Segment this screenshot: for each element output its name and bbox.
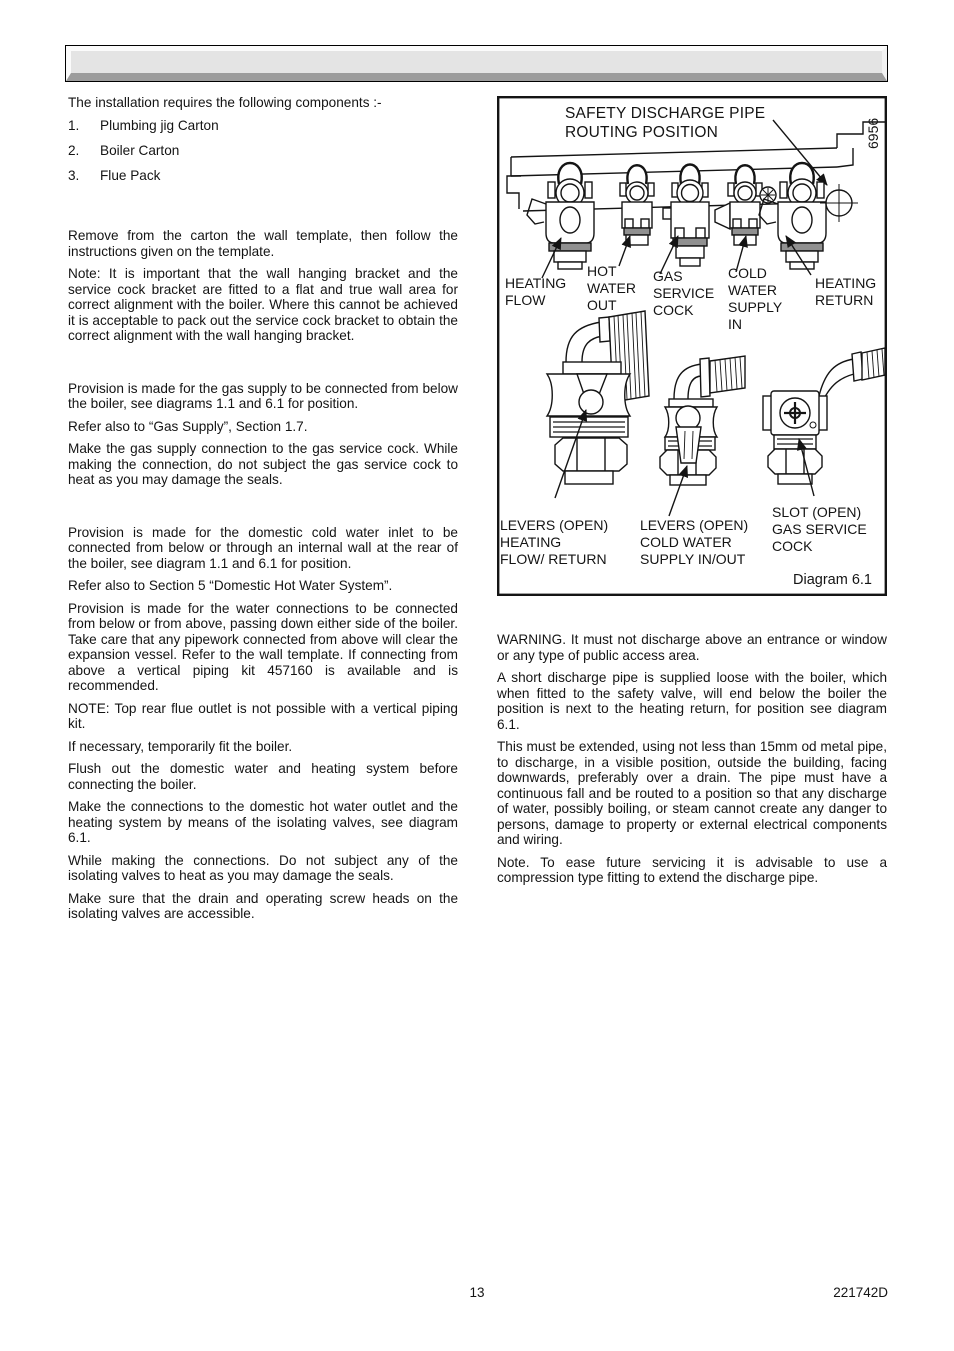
svg-text:GAS SERVICE: GAS SERVICE bbox=[772, 521, 867, 537]
label-levers-cold-water: LEVERS (OPEN) bbox=[640, 517, 749, 533]
list-item-number: 1. bbox=[68, 117, 80, 133]
svg-text:HEATING: HEATING bbox=[500, 534, 562, 550]
paragraph: Flush out the domestic water and heating system before connecting the boiler. bbox=[68, 761, 458, 792]
label-gas-service-cock: GAS bbox=[653, 268, 683, 284]
list-item bbox=[68, 168, 458, 184]
paragraph: Refer also to “Gas Supply”, Section 1.7. bbox=[68, 418, 308, 434]
diagram-title-line1: SAFETY DISCHARGE PIPE bbox=[565, 105, 766, 122]
list-item-label: Flue Pack bbox=[100, 167, 161, 183]
paragraph: WARNING. It must not discharge above an entrance or window or any type of public access area. bbox=[497, 632, 887, 663]
document-code: 221742D bbox=[833, 1285, 888, 1300]
paragraph: Make the gas supply connection to the gas service cock. While making the connection, do not subject the gas service cock to heat as you may damage the seals. bbox=[68, 441, 458, 487]
list-item-label: Plumbing jig Carton bbox=[100, 117, 219, 133]
svg-text:FLOW: FLOW bbox=[505, 292, 546, 308]
closeup-gas-service-cock bbox=[763, 348, 885, 484]
svg-text:IN: IN bbox=[728, 316, 742, 332]
valve-heating-return bbox=[759, 163, 826, 269]
svg-text:OUT: OUT bbox=[587, 297, 617, 313]
label-slot-gas-cock: SLOT (OPEN) bbox=[772, 504, 862, 520]
right-column-text bbox=[497, 632, 887, 886]
diagram-caption: Diagram 6.1 bbox=[793, 572, 872, 588]
svg-text:COCK: COCK bbox=[772, 538, 813, 554]
svg-text:COCK: COCK bbox=[653, 302, 694, 318]
paragraph: Provision is made for the gas supply to be connected from below the boiler, see diagrams 1.1 and 6.1 for position. bbox=[68, 380, 458, 411]
label-heating-return: HEATING bbox=[815, 275, 877, 291]
svg-text:SERVICE: SERVICE bbox=[653, 285, 715, 301]
paragraph: A short discharge pipe is supplied loose with the boiler, which when fitted to the safety valve, will end below the boiler the position is next to the heating return, for position see diagram 6.1. bbox=[497, 670, 887, 732]
paragraph: Make the connections to the domestic hot water outlet and the heating system by means of the isolating valves, see diagram 6.1. bbox=[68, 799, 458, 845]
valve-heating-flow bbox=[527, 163, 594, 269]
paragraph: NOTE: Top rear flue outlet is not possible with a vertical piping kit. bbox=[68, 700, 458, 731]
left-column bbox=[68, 95, 458, 929]
label-heating-flow: HEATING bbox=[505, 275, 567, 291]
list-item bbox=[68, 118, 458, 134]
list-item-number: 2. bbox=[68, 142, 80, 158]
svg-text:WATER: WATER bbox=[587, 280, 636, 296]
paragraph: Note: It is important that the wall hanging bracket and the service cock bracket are fitted to a flat and true wall area for correct alignment with the boiler. Where this cannot be achieved it is acceptable to pack out the service cock bracket to obtain the correct alignment with the wall hanging bracket. bbox=[68, 266, 458, 343]
right-column bbox=[497, 96, 887, 893]
diagram-6-1 bbox=[497, 96, 887, 596]
valve-hot-water-out bbox=[620, 165, 654, 245]
valve-gas-service-cock bbox=[663, 165, 709, 267]
svg-text:WATER: WATER bbox=[728, 282, 777, 298]
page-number: 13 bbox=[469, 1285, 485, 1300]
header-bar-bevel bbox=[66, 46, 887, 81]
intro-paragraph: The installation requires the following components :- bbox=[68, 95, 382, 110]
closeup-cold-water-valve bbox=[660, 356, 745, 485]
paragraph: If necessary, temporarily fit the boiler. bbox=[68, 738, 293, 754]
components-list bbox=[68, 118, 458, 184]
paragraph: While making the connections. Do not subject any of the isolating valves to heat as you may damage the seals. bbox=[68, 852, 458, 883]
label-hot-water-out: HOT bbox=[587, 263, 617, 279]
svg-text:SUPPLY IN/OUT: SUPPLY IN/OUT bbox=[640, 551, 746, 567]
svg-text:RETURN: RETURN bbox=[815, 292, 874, 308]
list-item-label: Boiler Carton bbox=[100, 142, 180, 158]
list-item-number: 3. bbox=[68, 167, 80, 183]
label-cold-water-supply-in: COLD bbox=[728, 265, 767, 281]
section-header-bar bbox=[65, 45, 888, 82]
safety-discharge-pipe-diagram bbox=[497, 96, 887, 596]
closeup-heating-valve bbox=[547, 311, 649, 484]
hot-water-out-arrow bbox=[619, 236, 630, 266]
paragraph: Make sure that the drain and operating screw heads on the isolating valves are accessible. bbox=[68, 890, 458, 921]
svg-text:FLOW/ RETURN: FLOW/ RETURN bbox=[500, 551, 607, 567]
paragraph: This must be extended, using not less than 15mm od metal pipe, to discharge, in a visible position, outside the building, facing downwards, preferably over a drain. The pipe must have a continuous fall and be routed to a position so that any discharge of water, possibly boiling, or steam cannot create any danger to persons, damage to property or external electrical components and wiring. bbox=[497, 739, 887, 847]
paragraph: Refer also to Section 5 “Domestic Hot Water System”. bbox=[68, 578, 393, 593]
label-levers-heating: LEVERS (OPEN) bbox=[500, 517, 609, 533]
diagram-ref-number: 6956 bbox=[865, 117, 881, 149]
paragraph: Remove from the carton the wall template, then follow the instructions given on the template. bbox=[68, 228, 458, 259]
paragraph: Provision is made for the domestic cold water inlet to be connected from below or through an internal wall at the rear of the boiler, see diagram 1.1 and 6.1 for position. bbox=[68, 524, 458, 571]
list-item bbox=[68, 143, 458, 159]
svg-text:SUPPLY: SUPPLY bbox=[728, 299, 783, 315]
paragraph: Provision is made for the water connections to be connected from below or from above, passing down either side of the boiler. Take care that any pipework connected from above will clear the expansion vessel. Refer to the wall template. If connecting from above a vertical piping kit 457160 is available and is recommended. bbox=[68, 600, 458, 693]
paragraph: Note. To ease future servicing it is advisable to use a compression type fitting to extend the discharge pipe. bbox=[497, 854, 887, 885]
svg-text:COLD WATER: COLD WATER bbox=[640, 534, 732, 550]
diagram-title-line2: ROUTING POSITION bbox=[565, 124, 719, 141]
